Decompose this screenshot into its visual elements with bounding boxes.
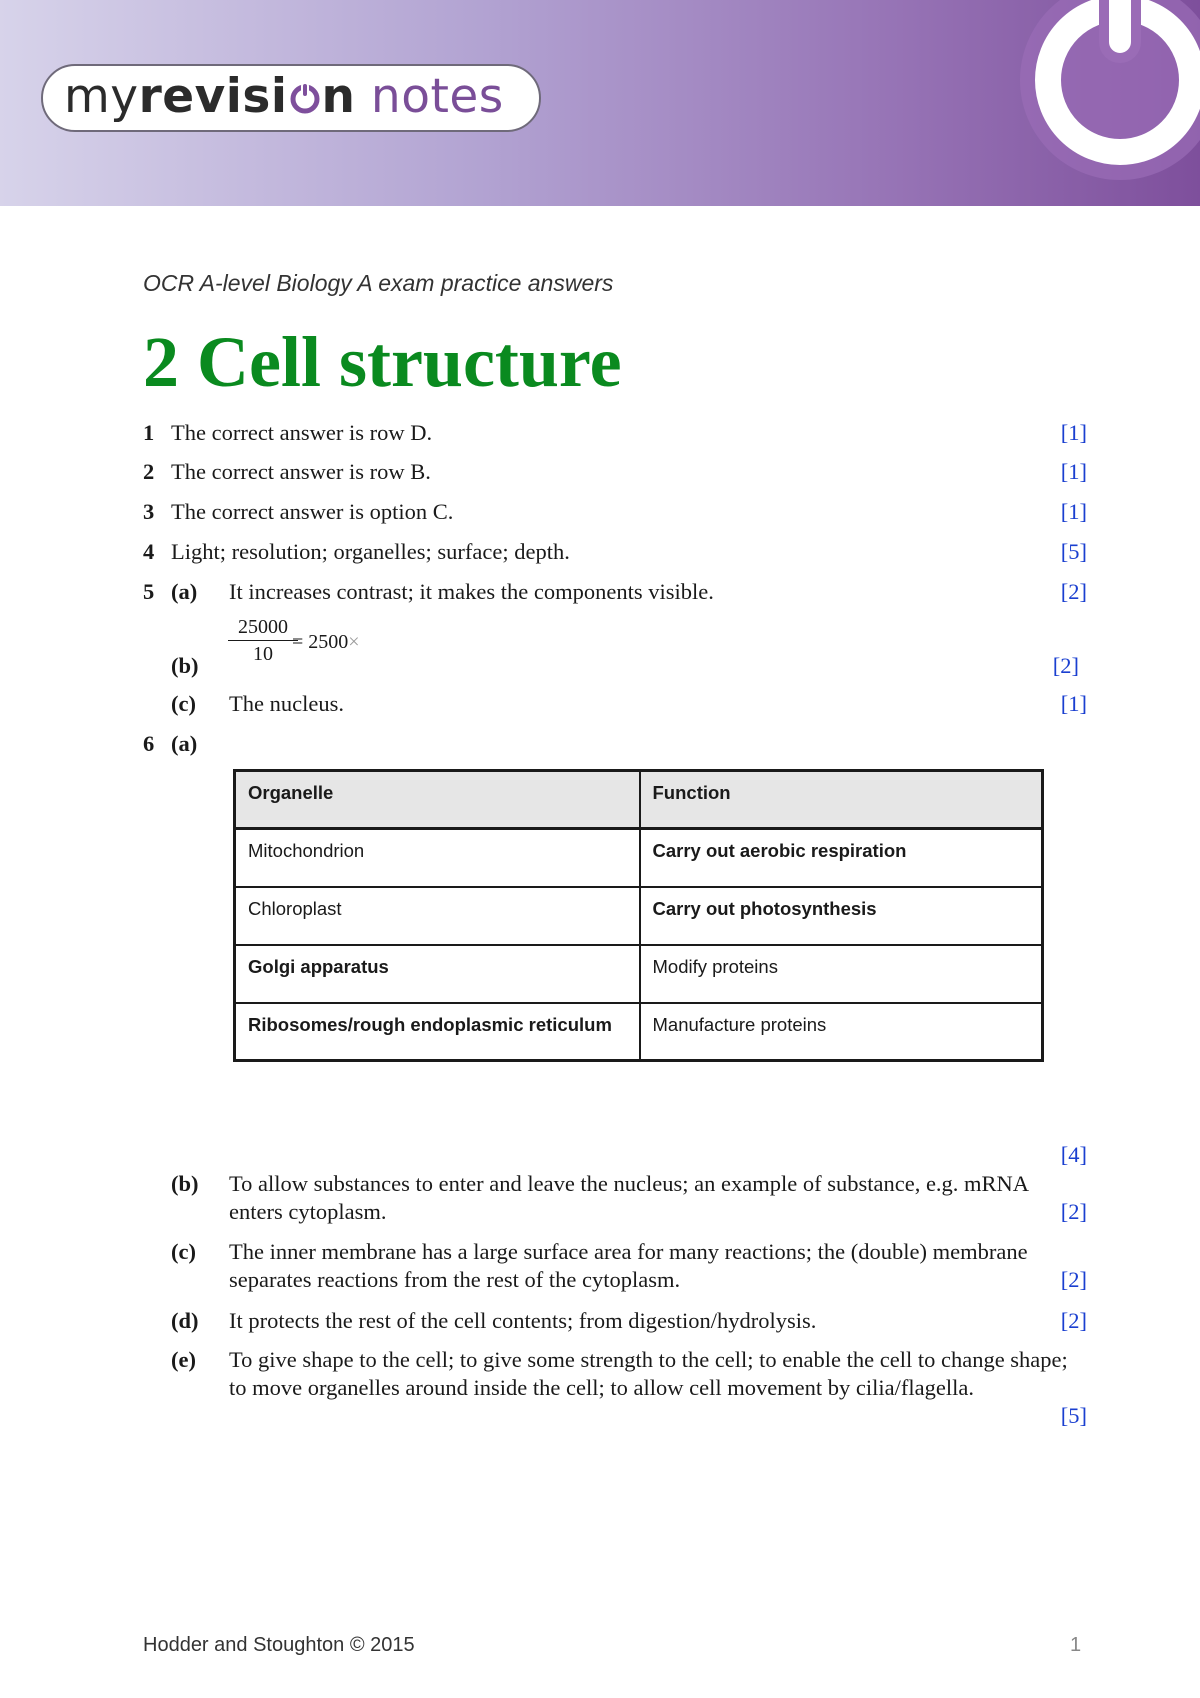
logo-word-notes: notes xyxy=(370,69,504,124)
mark: [1] xyxy=(1060,691,1087,716)
subpart-label: (a) xyxy=(171,579,198,604)
answer-text: Light; resolution; organelles; surface; depth. xyxy=(171,539,570,564)
answer-text: The correct answer is option C. xyxy=(171,499,454,524)
answer-text: The correct answer is row B. xyxy=(171,459,431,484)
answer-text: To allow substances to enter and leave the nucleus; an example of substance, e.g. mRNA enters cytoplasm. xyxy=(229,1171,1028,1224)
mark: [2] xyxy=(1060,1267,1087,1292)
table-cell: Golgi apparatus xyxy=(235,945,640,1003)
mark: [2] xyxy=(1060,579,1087,604)
fraction-result xyxy=(292,629,360,655)
column-header: Organelle xyxy=(235,771,640,829)
table-row xyxy=(235,887,1043,945)
subpart-label: (c) xyxy=(171,1239,196,1264)
fraction-denominator: 10 xyxy=(253,643,273,665)
table-cell: Carry out photosynthesis xyxy=(640,887,1043,945)
power-icon xyxy=(980,0,1200,206)
mark: [1] xyxy=(1060,420,1087,445)
table-row xyxy=(235,829,1043,887)
logo-word-revision-part2: n xyxy=(321,69,356,124)
subpart-label: (b) xyxy=(171,1171,199,1196)
column-header: Function xyxy=(640,771,1043,829)
question-number: 6 xyxy=(143,731,155,756)
table-row xyxy=(235,945,1043,1003)
subpart-label: (b) xyxy=(171,653,199,678)
table-row xyxy=(235,1003,1043,1061)
table-cell: Manufacture proteins xyxy=(640,1003,1043,1061)
mark: [2] xyxy=(1060,1308,1087,1333)
table-cell: Chloroplast xyxy=(235,887,640,945)
page-number: 1 xyxy=(1070,1634,1082,1656)
question-number: 1 xyxy=(143,420,155,445)
question-number: 5 xyxy=(143,579,155,604)
footer-copyright: Hodder and Stoughton © 2015 xyxy=(143,1634,415,1656)
mark: [2] xyxy=(1052,653,1079,678)
mark: [5] xyxy=(1060,539,1087,564)
question-number: 4 xyxy=(143,539,155,564)
answer-text: The correct answer is row D. xyxy=(171,420,433,445)
mark: [4] xyxy=(1060,1142,1087,1167)
header-banner xyxy=(0,0,1200,206)
subpart-label: (d) xyxy=(171,1308,199,1333)
logo-word-revision xyxy=(139,69,356,124)
answer-text: The inner membrane has a large surface area for many reactions; the (double) membrane separates reactions from the rest of the cytoplasm. xyxy=(229,1239,1028,1292)
mark: [1] xyxy=(1060,499,1087,524)
logo-power-icon xyxy=(288,71,322,105)
logo xyxy=(64,68,504,126)
subpart-label: (c) xyxy=(171,691,196,716)
subpart-label: (e) xyxy=(171,1347,196,1372)
organelle-table xyxy=(233,769,1044,1062)
mark: [2] xyxy=(1060,1199,1087,1224)
question-number: 3 xyxy=(143,499,155,524)
question-number: 2 xyxy=(143,459,155,484)
answer-text: It increases contrast; it makes the components visible. xyxy=(229,579,714,604)
fraction xyxy=(228,614,298,667)
answer-text: It protects the rest of the cell contents; from digestion/hydrolysis. xyxy=(229,1308,817,1333)
logo-word-my: my xyxy=(64,69,139,124)
mark: [1] xyxy=(1060,459,1087,484)
answer-text: To give shape to the cell; to give some strength to the cell; to enable the cell to change shape; to move organelles around inside the cell; to allow cell movement by cilia/flagella. xyxy=(229,1347,1068,1400)
table-header-row xyxy=(235,771,1043,829)
subtitle: OCR A-level Biology A exam practice answers xyxy=(143,270,614,296)
subpart-label: (a) xyxy=(171,731,198,756)
times-sign: × xyxy=(348,631,360,653)
page-title: 2 Cell structure xyxy=(143,322,622,402)
fraction-numerator: 25000 xyxy=(228,614,298,641)
mark: [5] xyxy=(1060,1403,1087,1428)
result-value: = 2500 xyxy=(292,631,349,653)
table-cell: Carry out aerobic respiration xyxy=(640,829,1043,887)
answer-text: The nucleus. xyxy=(229,691,344,716)
table-cell: Mitochondrion xyxy=(235,829,640,887)
table-cell: Modify proteins xyxy=(640,945,1043,1003)
table-cell: Ribosomes/rough endoplasmic reticulum xyxy=(235,1003,640,1061)
logo-word-revision-part1: revisi xyxy=(138,69,288,124)
